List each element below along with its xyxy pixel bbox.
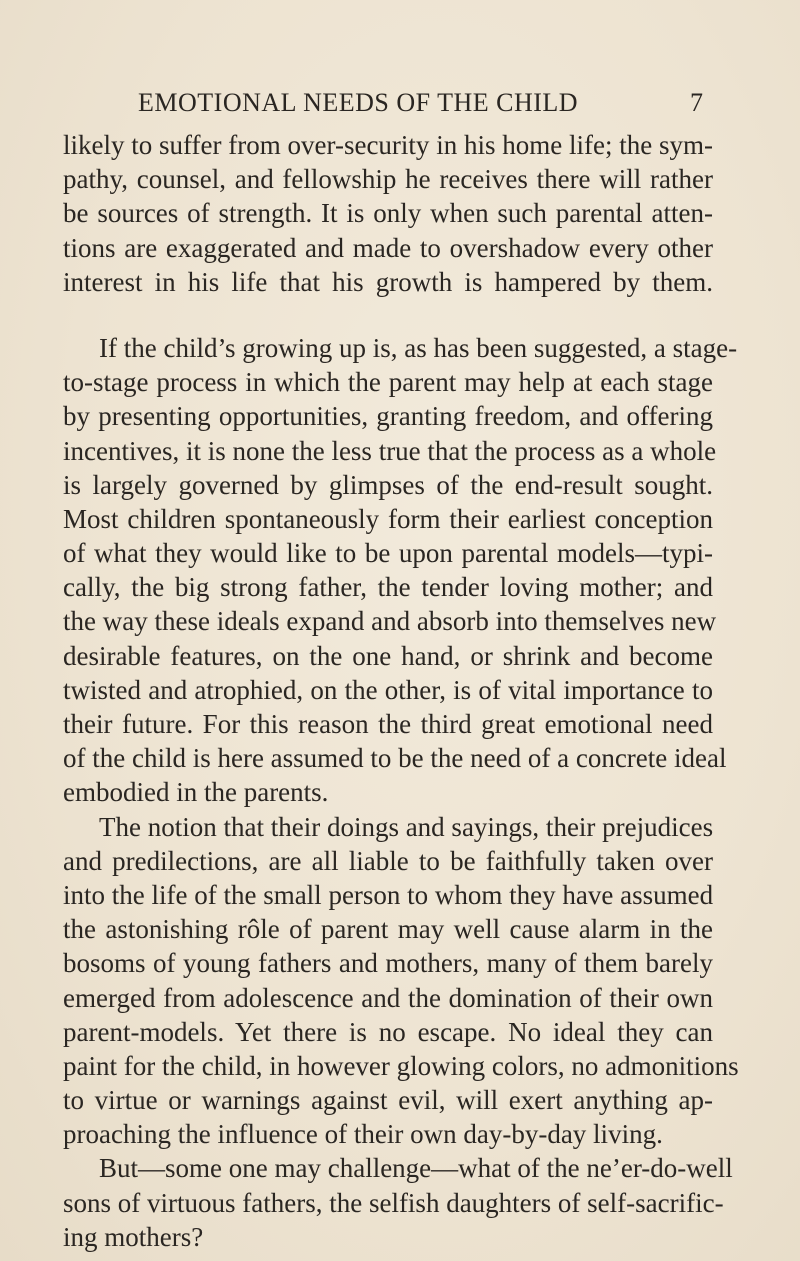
text-line: If the child’s growing up is, as has been suggested, a stage-: [99, 332, 738, 363]
text-line: bosoms of young fathers and mothers, many of them barely: [63, 948, 713, 979]
text-line: pathy, counsel, and fellowship he receives there will rather: [63, 164, 713, 195]
text-line: to-stage process in which the parent may help at each stage: [63, 367, 713, 398]
text-line: into the life of the small person to whom they have assumed: [63, 879, 714, 910]
running-head-title: EMOTIONAL NEEDS OF THE CHILD: [138, 88, 579, 117]
text-line: The notion that their doings and sayings, their prejudices: [99, 811, 714, 842]
text-line: likely to suffer from over-security in his home life; the sym-: [63, 130, 713, 160]
text-line: and predilections, are all liable to be faithfully taken over: [63, 845, 713, 876]
text-line: ing mothers?: [63, 1221, 204, 1252]
text-line: by presenting opportunities, granting freedom, and offering: [63, 401, 713, 432]
body-text: [63, 128, 739, 1254]
text-line: Most children spontaneously form their earliest conception: [63, 503, 713, 534]
text-line: sons of virtuous fathers, the selfish daughters of self-sacrific-: [63, 1187, 724, 1218]
text-line: parent-models. Yet there is no escape. No ideal they can: [63, 1016, 713, 1047]
text-line: be sources of strength. It is only when such parental atten-: [63, 198, 713, 229]
text-line: paint for the child, in however glowing colors, no admonitions: [63, 1050, 739, 1081]
page-number: 7: [690, 88, 703, 117]
paragraph-4: [63, 1151, 733, 1254]
text-line: of the child is here assumed to be the need of a concrete ideal: [63, 743, 727, 774]
text-line: tions are exaggerated and made to overshadow every other: [63, 232, 713, 263]
text-line: twisted and atrophied, on the other, is of vital importance to: [63, 674, 713, 705]
paragraph-1: [63, 128, 713, 299]
text-line: to virtue or warnings against evil, will exert anything ap-: [63, 1085, 713, 1116]
text-line: of what they would like to be upon parental models—typi-: [63, 538, 713, 569]
text-line: emerged from adolescence and the domination of their own: [63, 982, 713, 1013]
text-line: is largely governed by glimpses of the end-result sought.: [63, 469, 713, 500]
text-line: cally, the big strong father, the tender loving mother; and: [63, 572, 713, 603]
paragraph-2: [63, 331, 738, 810]
text-line: their future. For this reason the third great emotional need: [63, 709, 713, 739]
paragraph-spacer: [63, 299, 713, 331]
text-line: embodied in the parents.: [63, 777, 329, 808]
text-line: But—some one may challenge—what of the ne’er-do-well: [99, 1153, 733, 1184]
text-line: the way these ideals expand and absorb into themselves new: [63, 606, 717, 637]
text-line: desirable features, on the one hand, or shrink and become: [63, 640, 713, 671]
paragraph-3: [63, 810, 739, 1152]
text-line: interest in his life that his growth is hampered by them.: [63, 266, 713, 297]
text-line: the astonishing rôle of parent may well cause alarm in the: [63, 914, 713, 945]
text-line: incentives, it is none the less true that the process as a whole: [63, 435, 717, 466]
text-line: proaching the influence of their own day-by-day living.: [63, 1119, 663, 1150]
